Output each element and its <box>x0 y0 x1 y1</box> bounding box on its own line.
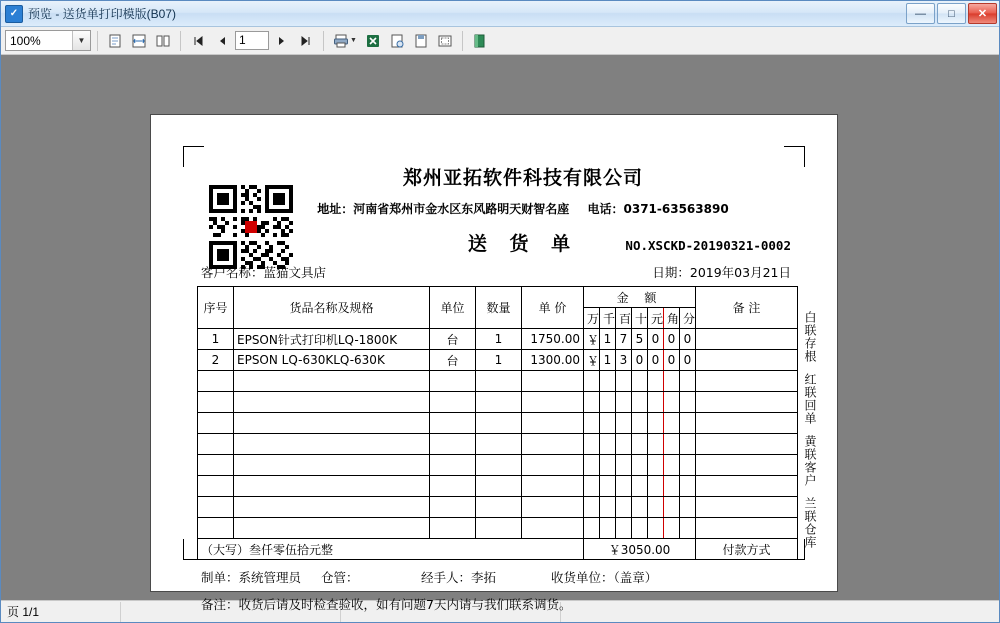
cell-amount-fen <box>680 476 696 497</box>
cell-name <box>234 413 430 434</box>
cell-amount-jiao <box>664 476 680 497</box>
cell-unit: 台 <box>430 350 476 371</box>
cell-qty <box>476 497 522 518</box>
cell-price: 1300.00 <box>522 350 584 371</box>
cell-amount-wan <box>584 413 600 434</box>
cell-amount-fen <box>680 371 696 392</box>
cell-name <box>234 371 430 392</box>
th-unit-bai: 百 <box>616 308 632 329</box>
cell-name: EPSON针式打印机LQ-1800K <box>234 329 430 350</box>
cell-qty <box>476 392 522 413</box>
cell-amount-yuan: 0 <box>648 350 664 371</box>
cell-amount-fen <box>680 392 696 413</box>
first-page-icon[interactable] <box>187 30 209 52</box>
th-amount: 金 额 <box>584 287 696 308</box>
cell-amount-shi <box>632 392 648 413</box>
title-bar <box>1 1 999 27</box>
th-unit-qian: 千 <box>600 308 616 329</box>
cell-amount-yuan <box>648 392 664 413</box>
zoom-select[interactable] <box>5 30 91 51</box>
toolbar-separator <box>323 31 324 51</box>
cell-unit <box>430 371 476 392</box>
th-unit-wan: 万 <box>584 308 600 329</box>
cell-amount-bai <box>616 392 632 413</box>
cell-amount-qian <box>600 371 616 392</box>
cell-qty <box>476 413 522 434</box>
cell-amount-wan: ￥ <box>584 350 600 371</box>
cell-price <box>522 413 584 434</box>
cell-memo <box>696 371 798 392</box>
cell-amount-qian <box>600 434 616 455</box>
cell-amount-yuan <box>648 434 664 455</box>
cell-amount-qian <box>600 392 616 413</box>
cell-amount-shi: 0 <box>632 350 648 371</box>
cell-amount-yuan <box>648 497 664 518</box>
cell-seq <box>198 392 234 413</box>
table-row <box>198 371 798 392</box>
cell-price <box>522 371 584 392</box>
cell-amount-jiao <box>664 497 680 518</box>
customer-row <box>197 263 797 281</box>
cell-amount-yuan <box>648 518 664 539</box>
cell-amount-jiao <box>664 413 680 434</box>
cell-amount-qian <box>600 497 616 518</box>
cell-amount-bai <box>616 497 632 518</box>
fit-page-icon[interactable] <box>104 30 126 52</box>
zoom-value: 100% <box>10 33 41 48</box>
th-memo: 备 注 <box>696 287 798 329</box>
cell-seq <box>198 434 234 455</box>
cell-amount-wan <box>584 497 600 518</box>
warehouse-label: 仓管： <box>321 570 359 585</box>
print-dropdown-icon[interactable]: ▼ <box>350 37 357 44</box>
company-name: 郑州亚拓软件科技有限公司 <box>402 167 643 189</box>
total-amount: ￥3050.00 <box>584 539 696 560</box>
cell-memo <box>696 413 798 434</box>
receiver-label: 收货单位：（盖章） <box>551 570 658 585</box>
cell-qty <box>476 476 522 497</box>
cell-amount-shi <box>632 455 648 476</box>
cell-amount-fen <box>680 497 696 518</box>
cell-unit <box>430 392 476 413</box>
doc-title-row <box>197 229 797 255</box>
th-seq: 序号 <box>198 287 234 329</box>
preview-page <box>150 114 838 612</box>
cell-amount-shi <box>632 413 648 434</box>
toolbar-separator <box>462 31 463 51</box>
cell-name <box>234 497 430 518</box>
cell-amount-jiao: 0 <box>664 350 680 371</box>
table-header-row-1 <box>198 287 798 308</box>
total-row <box>198 539 798 560</box>
prev-page-icon[interactable] <box>211 30 233 52</box>
cell-amount-bai <box>616 434 632 455</box>
cell-price <box>522 497 584 518</box>
cell-price <box>522 476 584 497</box>
th-unit-jiao: 角 <box>664 308 680 329</box>
cell-memo <box>696 434 798 455</box>
cell-unit <box>430 476 476 497</box>
close-preview-icon[interactable] <box>469 30 491 52</box>
cell-amount-wan <box>584 392 600 413</box>
cell-amount-qian: 1 <box>600 329 616 350</box>
company-contact <box>197 200 797 217</box>
cell-name <box>234 476 430 497</box>
company-telephone: 电话：0371-63563890 <box>587 202 729 216</box>
table-row <box>198 476 798 497</box>
cell-amount-qian <box>600 518 616 539</box>
cell-amount-fen <box>680 413 696 434</box>
cell-seq <box>198 497 234 518</box>
remark-text: 备注：收货后请及时检查验收，如有问题7天内请与我们联系调货。 <box>201 597 572 612</box>
cell-qty <box>476 434 522 455</box>
cell-memo <box>696 476 798 497</box>
cell-amount-qian <box>600 476 616 497</box>
cell-amount-qian: 1 <box>600 350 616 371</box>
signature-row <box>197 568 797 586</box>
cell-amount-shi <box>632 497 648 518</box>
page-number-input[interactable]: 1 <box>235 31 269 50</box>
cell-price: 1750.00 <box>522 329 584 350</box>
cell-price <box>522 455 584 476</box>
cell-amount-bai <box>616 518 632 539</box>
cell-amount-qian <box>600 455 616 476</box>
last-page-icon[interactable] <box>295 30 317 52</box>
cell-amount-bai <box>616 476 632 497</box>
two-page-icon[interactable] <box>152 30 174 52</box>
minimize-button[interactable]: — <box>906 3 935 24</box>
items-table <box>197 286 798 560</box>
cell-seq <box>198 455 234 476</box>
cell-amount-qian <box>600 413 616 434</box>
cell-memo <box>696 350 798 371</box>
cell-seq <box>198 476 234 497</box>
cell-amount-jiao <box>664 434 680 455</box>
cell-unit: 台 <box>430 329 476 350</box>
table-row <box>198 350 798 371</box>
th-qty: 数量 <box>476 287 522 329</box>
cell-amount-jiao: 0 <box>664 329 680 350</box>
table-row <box>198 518 798 539</box>
cell-qty: 1 <box>476 350 522 371</box>
cell-amount-shi <box>632 434 648 455</box>
customer-name: 客户名称：蓝猫文具店 <box>201 265 327 280</box>
cell-amount-fen: 0 <box>680 350 696 371</box>
cell-price <box>522 434 584 455</box>
cell-amount-wan <box>584 455 600 476</box>
cell-amount-fen <box>680 518 696 539</box>
next-page-icon[interactable] <box>271 30 293 52</box>
cell-amount-jiao <box>664 518 680 539</box>
th-unit-yuan: 元 <box>648 308 664 329</box>
cell-amount-wan: ￥ <box>584 329 600 350</box>
window-title: 预览 - 送货单打印模版(B07) <box>28 7 177 21</box>
th-name: 货品名称及规格 <box>234 287 430 329</box>
total-words: （大写）叁仟零伍拾元整 <box>198 539 584 560</box>
cell-amount-yuan <box>648 371 664 392</box>
cell-price <box>522 518 584 539</box>
cell-memo <box>696 455 798 476</box>
copy-label-white: 白联存根 <box>803 311 817 363</box>
cell-memo <box>696 518 798 539</box>
cell-amount-fen <box>680 455 696 476</box>
cell-unit <box>430 413 476 434</box>
cell-unit <box>430 518 476 539</box>
cell-qty <box>476 371 522 392</box>
cell-seq <box>198 413 234 434</box>
cell-amount-bai <box>616 455 632 476</box>
cell-name <box>234 455 430 476</box>
table-row <box>198 455 798 476</box>
cell-seq <box>198 518 234 539</box>
cell-name: EPSON LQ-630KLQ-630K <box>234 350 430 371</box>
cell-seq: 2 <box>198 350 234 371</box>
table-row <box>198 413 798 434</box>
table-row <box>198 392 798 413</box>
page-setup-icon[interactable] <box>386 30 408 52</box>
cell-amount-yuan: 0 <box>648 329 664 350</box>
chevron-down-icon[interactable]: ▼ <box>72 31 90 50</box>
handler-label: 经手人：李拓 <box>421 570 497 585</box>
status-page-info: 页 1/1 <box>1 602 121 622</box>
cell-price <box>522 392 584 413</box>
cell-amount-shi <box>632 518 648 539</box>
cell-memo <box>696 392 798 413</box>
cell-amount-bai: 3 <box>616 350 632 371</box>
maker-label: 制单：系统管理员 <box>201 570 302 585</box>
cell-amount-shi <box>632 371 648 392</box>
close-button[interactable]: ✕ <box>968 3 997 24</box>
th-unit: 单位 <box>430 287 476 329</box>
cell-memo <box>696 497 798 518</box>
table-row <box>198 329 798 350</box>
delivery-note <box>197 149 797 613</box>
doc-date: 日期：2019年03月21日 <box>652 265 791 280</box>
cell-unit <box>430 455 476 476</box>
page-title: 送 货 单 <box>467 233 579 255</box>
cell-name <box>234 434 430 455</box>
th-unit-fen: 分 <box>680 308 696 329</box>
th-price: 单 价 <box>522 287 584 329</box>
toolbar <box>1 27 999 55</box>
table-row <box>198 434 798 455</box>
doc-number: NO.XSCKD-20190321-0002 <box>625 238 791 253</box>
cell-qty: 1 <box>476 329 522 350</box>
cell-amount-shi: 5 <box>632 329 648 350</box>
company-address: 地址：河南省郑州市金水区东风路明天财智名座 <box>317 202 570 216</box>
cell-name <box>234 392 430 413</box>
table-row <box>198 497 798 518</box>
cell-amount-yuan <box>648 413 664 434</box>
cell-unit <box>430 497 476 518</box>
window-controls <box>906 3 997 24</box>
export-excel-icon[interactable] <box>362 30 384 52</box>
print-icon[interactable] <box>330 30 360 52</box>
cell-amount-bai <box>616 413 632 434</box>
cell-unit <box>430 434 476 455</box>
fit-width-icon[interactable] <box>128 30 150 52</box>
cell-amount-shi <box>632 476 648 497</box>
app-icon: ✓ <box>5 5 23 23</box>
cell-amount-bai <box>616 371 632 392</box>
cell-name <box>234 518 430 539</box>
save-icon[interactable] <box>410 30 432 52</box>
th-unit-shi: 十 <box>632 308 648 329</box>
cell-seq <box>198 371 234 392</box>
cell-amount-bai: 7 <box>616 329 632 350</box>
cell-amount-fen: 0 <box>680 329 696 350</box>
copy-label-yellow: 黄联客户 <box>803 435 817 487</box>
payment-method-label: 付款方式 <box>696 539 798 560</box>
cell-amount-wan <box>584 434 600 455</box>
margins-icon[interactable] <box>434 30 456 52</box>
cell-qty <box>476 518 522 539</box>
copy-labels <box>803 311 819 559</box>
cell-amount-wan <box>584 371 600 392</box>
cell-amount-yuan <box>648 455 664 476</box>
copy-label-red: 红联回单 <box>803 373 817 425</box>
cell-amount-yuan <box>648 476 664 497</box>
maximize-button[interactable]: □ <box>937 3 966 24</box>
cell-amount-wan <box>584 518 600 539</box>
toolbar-separator <box>97 31 98 51</box>
cell-amount-fen <box>680 434 696 455</box>
items-table-body <box>198 329 798 560</box>
cell-amount-jiao <box>664 371 680 392</box>
cell-memo <box>696 329 798 350</box>
toolbar-separator <box>180 31 181 51</box>
copy-label-blue: 兰联仓库 <box>803 497 817 549</box>
cell-amount-jiao <box>664 392 680 413</box>
cell-amount-wan <box>584 476 600 497</box>
cell-seq: 1 <box>198 329 234 350</box>
cell-qty <box>476 455 522 476</box>
cell-amount-jiao <box>664 455 680 476</box>
